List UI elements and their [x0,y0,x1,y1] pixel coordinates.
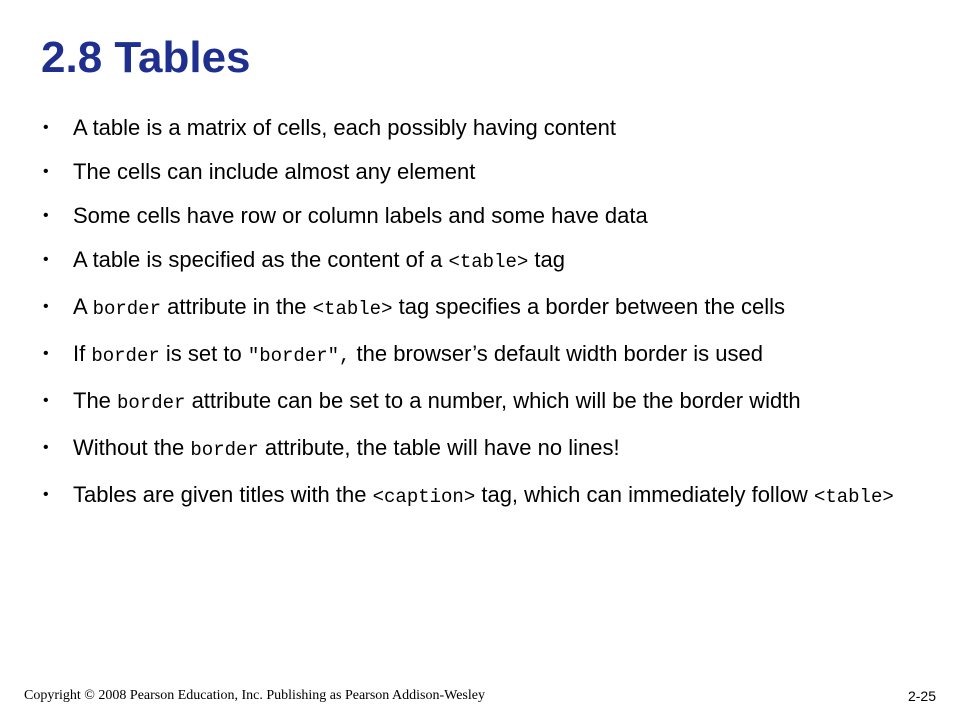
bullet-text-segment: attribute in the [161,294,313,319]
inline-code: "border", [247,345,351,367]
bullet-dot-icon: • [43,439,49,456]
bullet-text-segment: tag specifies a border between the cells [392,294,786,319]
bullet-text [73,115,616,140]
bullet-item [40,242,940,280]
bullet-text [73,247,565,272]
inline-code: <table> [813,486,894,508]
bullet-dot-icon: • [43,163,49,180]
bullet-item [40,430,940,468]
page-number: 2-25 [907,688,936,704]
bullet-text-segment: tag, which can immediately follow [475,482,814,507]
inline-code: <table> [448,251,529,273]
bullet-dot-icon: • [43,345,49,362]
bullet-item [40,383,940,421]
bullet-dot-icon: • [43,119,49,136]
bullet-text [73,388,801,413]
inline-code: <caption> [372,486,476,508]
footer-copyright: Copyright © 2008 Pearson Education, Inc. Publishing as Pearson Addison-Wesley [24,688,485,703]
bullet-text-segment: tag [528,247,565,272]
bullet-text-segment: is set to [159,341,248,366]
bullet-text-segment: attribute can be set to a number, which will be the border width [185,388,801,413]
inline-code: border [190,439,259,461]
bullet-text-segment: attribute, the table will have no lines! [258,435,620,460]
inline-code: <table> [312,298,393,320]
bullet-text [73,159,475,184]
bullet-text-segment: Tables are given titles with the [73,482,373,507]
bullet-item [40,477,940,515]
bullet-text-segment: The cells can include almost any element [73,159,476,184]
bullet-text-segment: the browser’s default width border is used [350,341,763,366]
slide-title: 2.8 Tables [41,33,251,82]
bullet-list [40,110,940,524]
bullet-dot-icon: • [43,298,49,315]
bullet-text-segment: A table is a matrix of cells, each possibly having content [73,115,616,140]
bullet-text [73,435,620,460]
bullet-text [73,482,894,507]
bullet-item [40,154,940,189]
bullet-dot-icon: • [43,207,49,224]
bullet-text-segment: If [73,341,92,366]
bullet-text-segment: A [73,294,93,319]
bullet-item [40,289,940,327]
bullet-text-segment: The [73,388,118,413]
bullet-text-segment: Some cells have row or column labels and some have data [73,203,648,228]
bullet-item [40,198,940,233]
inline-code: border [92,298,161,320]
bullet-text [73,294,785,319]
bullet-text-segment: Without the [73,435,191,460]
bullet-dot-icon: • [43,392,49,409]
bullet-text-segment: A table is specified as the content of a [73,247,449,272]
bullet-dot-icon: • [43,251,49,268]
bullet-item [40,336,940,374]
inline-code: border [117,392,186,414]
bullet-dot-icon: • [43,486,49,503]
inline-code: border [91,345,160,367]
bullet-text [73,341,763,366]
bullet-text [73,203,648,228]
bullet-item [40,110,940,145]
